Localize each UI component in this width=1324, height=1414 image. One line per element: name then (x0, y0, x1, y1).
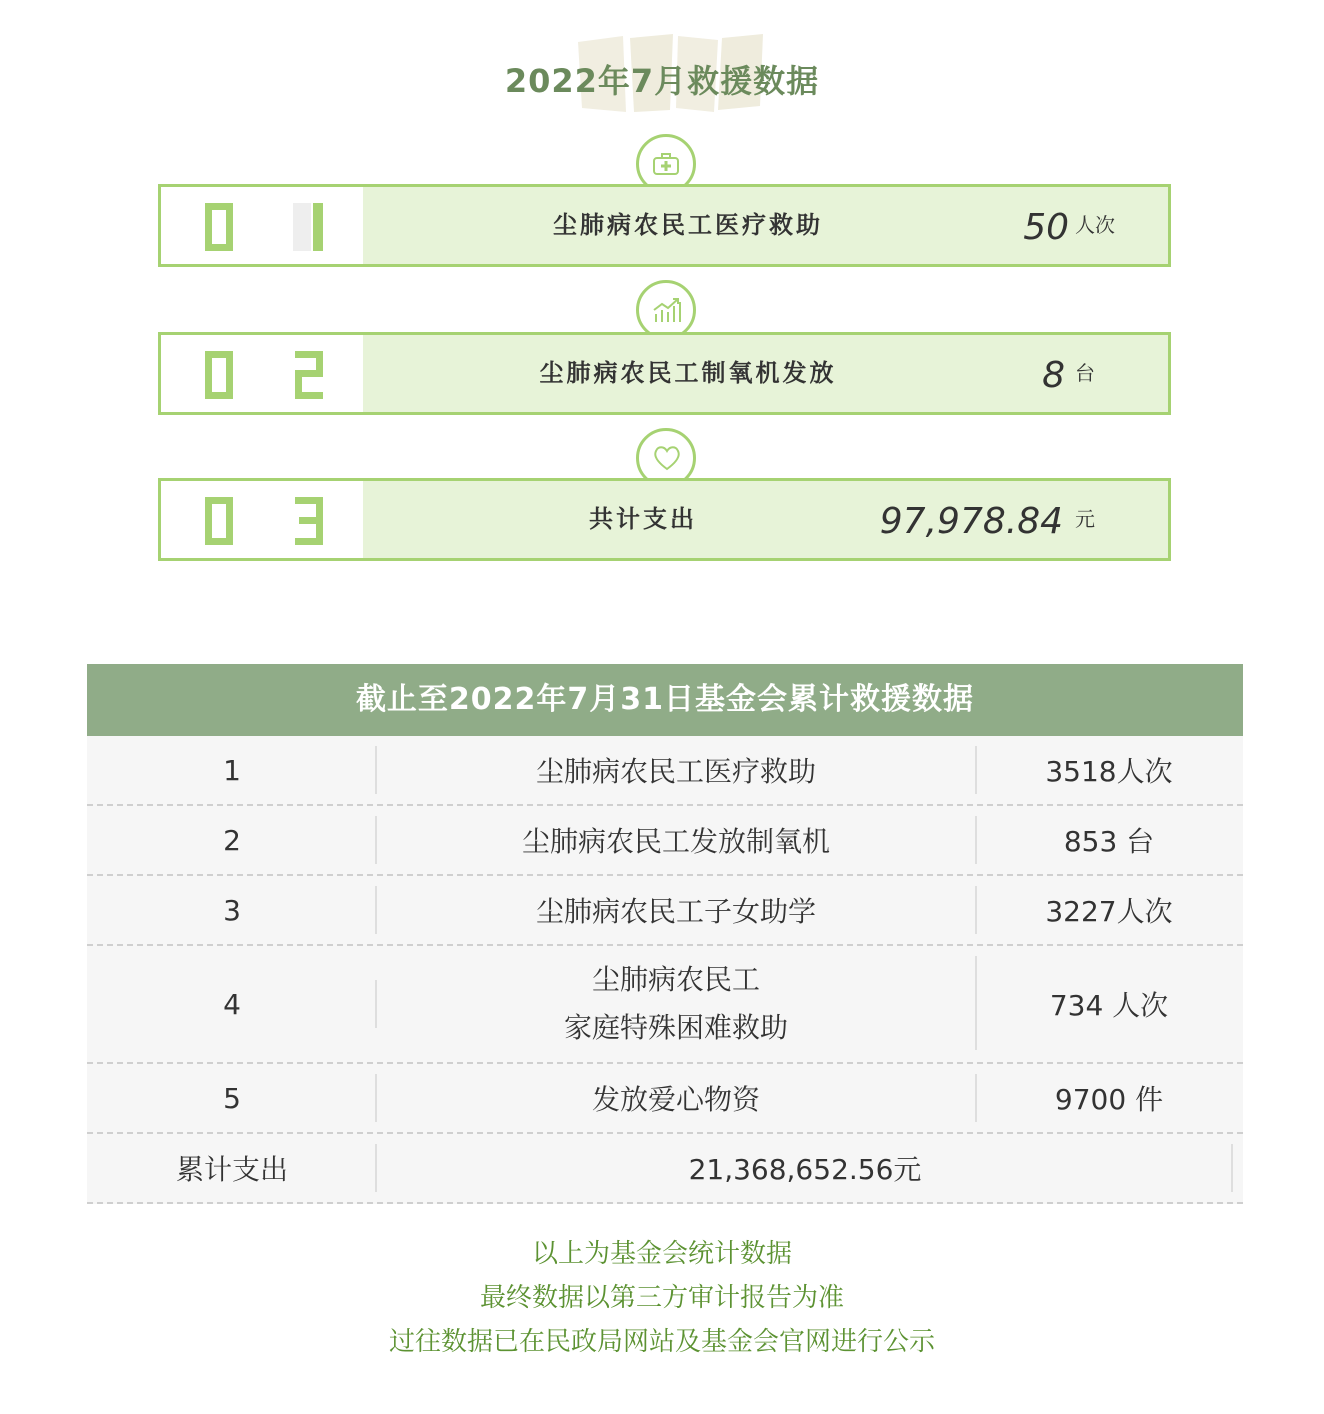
row-value-cell: 734 人次 (1049, 989, 1169, 1022)
row-value: 50 (1023, 207, 1069, 248)
row-item-cell: 发放爱心物资 (591, 1083, 760, 1116)
table-total-row (87, 1134, 1243, 1204)
table-row (87, 806, 1243, 876)
row2-icon-badge (636, 280, 696, 340)
row-number-cell: 2 (223, 823, 241, 857)
row-number (161, 335, 363, 412)
digit-0-icon (199, 199, 239, 255)
row-value: 97,978.84 (879, 501, 1063, 542)
row-unit: 元 (1075, 507, 1095, 531)
row-unit: 人次 (1075, 213, 1115, 237)
row-number-cell: 4 (223, 987, 241, 1021)
row-item-cell: 尘肺病农民工发放制氧机 (521, 825, 830, 858)
heart-icon (652, 444, 682, 472)
digit-1-icon (289, 199, 329, 255)
row-label: 尘肺病农民工医疗救助 (553, 211, 823, 239)
row-value-cell: 853 台 (1063, 825, 1155, 858)
monthly-row-1 (158, 184, 1171, 267)
row-value-cell: 3227人次 (1045, 895, 1173, 928)
footer-line-2: 最终数据以第三方审计报告为准 (479, 1283, 844, 1313)
digit-0-icon (199, 493, 239, 549)
total-label-cell: 累计支出 (175, 1153, 288, 1186)
row-number (161, 481, 363, 558)
row-number-cell: 5 (223, 1081, 241, 1115)
digit-0-icon (199, 347, 239, 403)
row-item-line-1: 尘肺病农民工 (591, 963, 760, 996)
row-item-cell: 尘肺病农民工子女助学 (535, 895, 816, 928)
row-item-cell: 尘肺病农民工医疗救助 (535, 755, 816, 788)
cumulative-table (87, 664, 1243, 1204)
total-value-cell: 21,368,652.56元 (688, 1153, 922, 1186)
row-item-line-2: 家庭特殊困难救助 (563, 1011, 788, 1044)
table-header: 截止至2022年7月31日基金会累计救援数据 (87, 664, 1243, 736)
table-row (87, 876, 1243, 946)
footer-line-1: 以上为基金会统计数据 (531, 1239, 792, 1269)
row-value: 8 (1042, 355, 1065, 396)
row-item-cell (377, 946, 975, 1062)
growth-chart-icon (652, 296, 682, 324)
row-value-cell: 3518人次 (1045, 755, 1173, 788)
digit-3-icon (289, 493, 329, 549)
row-label: 共计支出 (589, 505, 697, 533)
monthly-row-2 (158, 332, 1171, 415)
row-number-cell: 3 (223, 893, 241, 927)
medical-kit-icon (652, 150, 680, 178)
table-row (87, 736, 1243, 806)
monthly-row-3 (158, 478, 1171, 561)
digit-2-icon (289, 347, 329, 403)
table-row (87, 1064, 1243, 1134)
page-title: 2022年7月救援数据 (504, 62, 820, 100)
title-section (0, 40, 1324, 110)
row-unit: 台 (1075, 361, 1095, 385)
row-number (161, 187, 363, 264)
footer-notes (0, 1232, 1324, 1364)
row-label: 尘肺病农民工制氧机发放 (539, 359, 837, 387)
row-number-cell: 1 (223, 753, 241, 787)
row-value-cell: 9700 件 (1054, 1083, 1164, 1116)
table-row (87, 946, 1243, 1064)
footer-line-3: 过往数据已在民政局网站及基金会官网进行公示 (388, 1327, 935, 1357)
